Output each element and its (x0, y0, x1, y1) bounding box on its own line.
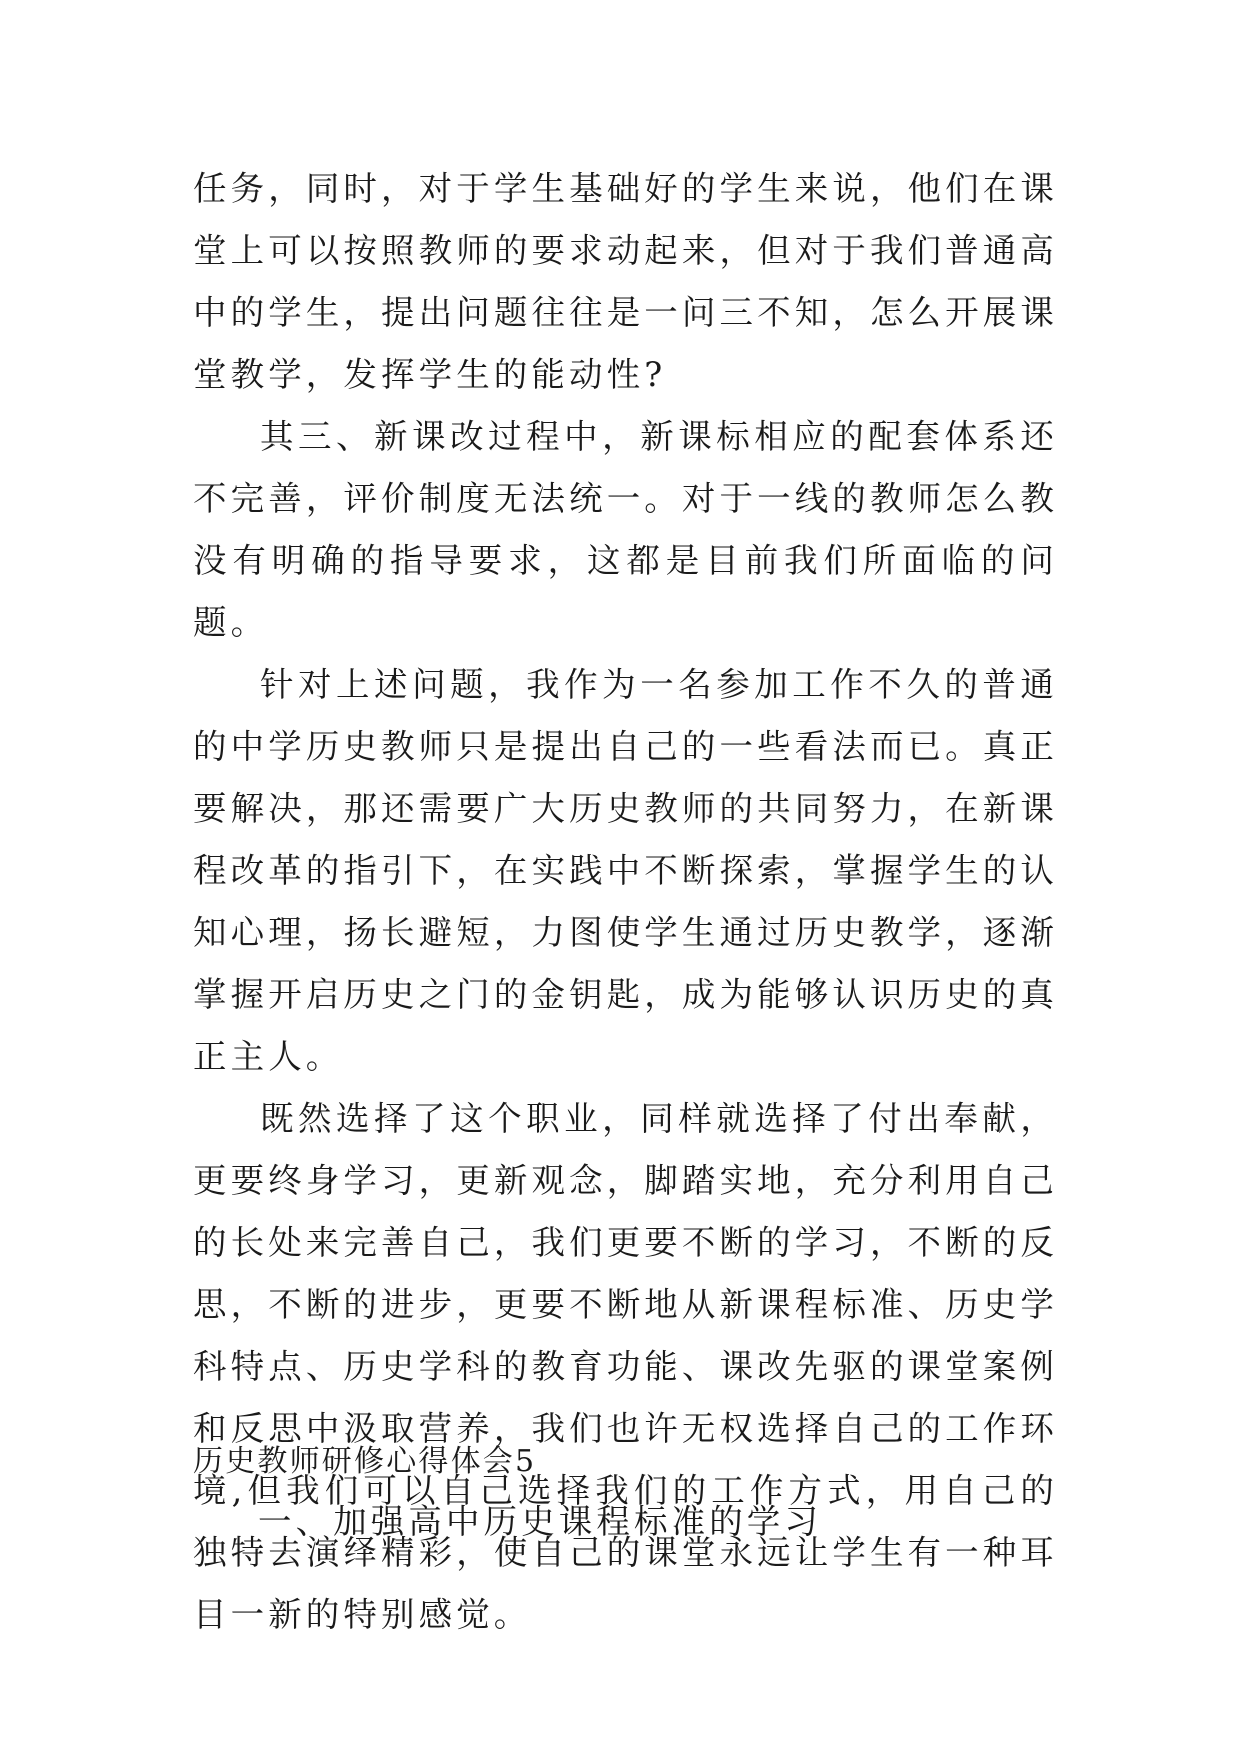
document-body (193, 158, 1058, 1646)
paragraph-continued: 任务，同时，对于学生基础好的学生来说，他们在课堂上可以按照教师的要求动起来，但对于我们普通高中的学生，提出问题往往是一问三不知，怎么开展课堂教学，发挥学生的能动性? (193, 169, 1058, 394)
paragraph-conclusion: 既然选择了这个职业，同样就选择了付出奉献，更要终身学习，更新观念，脚踏实地，充分利用自己的长处来完善自己，我们更要不断的学习，不断的反思，不断的进步，更要不断地从新课程标准、历史学科特点、历史学科的教育功能、课改先驱的课堂案例和反思中汲取营养，我们也许无权选择自己的工作环境,但我们可以自己选择我们的工作方式，用自己的独特去演绎精彩，使自己的课堂永远让学生有一种耳目一新的特别感觉。 (193, 1099, 1058, 1634)
paragraph-response: 针对上述问题，我作为一名参加工作不久的普通的中学历史教师只是提出自己的一些看法而已。真正要解决，那还需要广大历史教师的共同努力，在新课程改革的指引下，在实践中不断探索，掌握学生的认知心理，扬长避短，力图使学生通过历史教学，逐渐掌握开启历史之门的金钥匙，成为能够认识历史的真正主人。 (193, 665, 1058, 1076)
paragraph-issue-three: 其三、新课改过程中，新课标相应的配套体系还不完善，评价制度无法统一。对于一线的教师怎么教没有明确的指导要求，这都是目前我们所面临的问题。 (193, 417, 1058, 642)
section-title: 历史教师研修心得体会5 (193, 1444, 537, 1479)
sub-heading: 一、加强高中历史课程标准的学习 (258, 1502, 822, 1541)
